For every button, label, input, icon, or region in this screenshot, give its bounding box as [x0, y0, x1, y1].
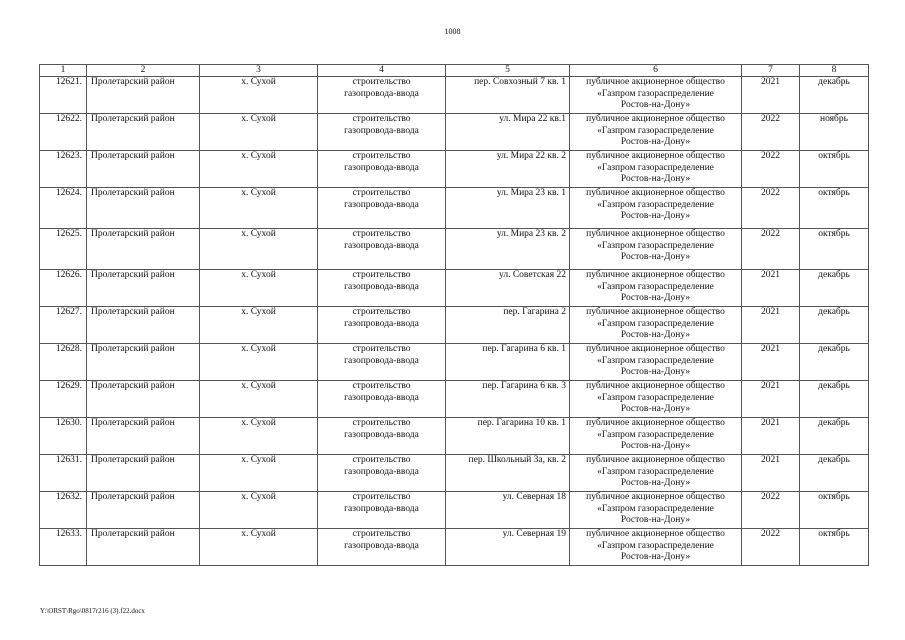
column-number-header: 3: [200, 65, 318, 77]
district-cell: Пролетарский район: [87, 418, 200, 455]
column-number-header: 2: [87, 65, 200, 77]
column-number-header: 8: [800, 65, 869, 77]
column-number-header: 4: [318, 65, 446, 77]
row-number-cell: 12633.: [40, 529, 87, 566]
organization-cell-line: Ростов-на-Дону»: [620, 552, 691, 562]
work-type-cell-line: строительство: [352, 188, 411, 198]
organization-cell: [570, 418, 742, 455]
address-cell: пер. Совхозный 7 кв. 1: [446, 77, 570, 114]
district-cell: Пролетарский район: [87, 114, 200, 151]
organization-cell-line: «Газпром газораспределение: [597, 429, 714, 440]
work-type-cell-line: газопровода-ввода: [344, 355, 419, 366]
organization-cell-line: Ростов-на-Дону»: [620, 293, 691, 303]
organization-cell: [570, 344, 742, 381]
work-type-cell-line: строительство: [352, 418, 411, 428]
organization-cell-line: публичное акционерное общество: [586, 229, 725, 239]
work-type-cell-line: газопровода-ввода: [344, 281, 419, 292]
organization-cell: [570, 229, 742, 270]
year-cell: 2022: [742, 492, 800, 529]
organization-cell-line: публичное акционерное общество: [586, 270, 725, 280]
address-cell: пер. Гагарина 10 кв. 1: [446, 418, 570, 455]
work-type-cell-line: строительство: [352, 114, 411, 124]
year-cell: 2021: [742, 270, 800, 307]
month-cell: декабрь: [800, 344, 869, 381]
address-cell: пер. Гагарина 2: [446, 307, 570, 344]
work-type-cell: [318, 114, 446, 151]
address-cell: пер. Гагарина 6 кв. 1: [446, 344, 570, 381]
work-type-cell-line: газопровода-ввода: [344, 162, 419, 173]
month-cell: декабрь: [800, 270, 869, 307]
organization-cell-line: «Газпром газораспределение: [597, 162, 714, 173]
organization-cell-line: Ростов-на-Дону»: [620, 367, 691, 377]
column-number-header: 5: [446, 65, 570, 77]
organization-cell-line: «Газпром газораспределение: [597, 88, 714, 99]
address-cell: ул. Мира 22 кв.1: [446, 114, 570, 151]
locality-cell: х. Сухой: [200, 270, 318, 307]
work-type-cell: [318, 270, 446, 307]
locality-cell: х. Сухой: [200, 188, 318, 229]
table-row: [40, 455, 869, 492]
address-cell: пер. Гагарина 6 кв. 3: [446, 381, 570, 418]
locality-cell: х. Сухой: [200, 529, 318, 566]
work-type-cell: [318, 344, 446, 381]
work-type-cell: [318, 381, 446, 418]
district-cell: Пролетарский район: [87, 270, 200, 307]
locality-cell: х. Сухой: [200, 307, 318, 344]
work-type-cell-line: строительство: [352, 307, 411, 317]
work-type-cell-line: строительство: [352, 529, 411, 539]
column-number-header: 7: [742, 65, 800, 77]
row-number-cell: 12625.: [40, 229, 87, 270]
month-cell: ноябрь: [800, 114, 869, 151]
row-number-cell: 12632.: [40, 492, 87, 529]
table-row: [40, 188, 869, 229]
year-cell: 2022: [742, 151, 800, 188]
column-number-header: 6: [570, 65, 742, 77]
organization-cell: [570, 114, 742, 151]
organization-cell-line: «Газпром газораспределение: [597, 355, 714, 366]
organization-cell-line: «Газпром газораспределение: [597, 392, 714, 403]
organization-cell-line: «Газпром газораспределение: [597, 199, 714, 210]
gas-pipeline-registry-table: [39, 64, 869, 566]
organization-cell-line: Ростов-на-Дону»: [620, 174, 691, 184]
district-cell: Пролетарский район: [87, 151, 200, 188]
organization-cell-line: публичное акционерное общество: [586, 381, 725, 391]
locality-cell: х. Сухой: [200, 455, 318, 492]
locality-cell: х. Сухой: [200, 492, 318, 529]
work-type-cell-line: газопровода-ввода: [344, 466, 419, 477]
work-type-cell: [318, 77, 446, 114]
row-number-cell: 12623.: [40, 151, 87, 188]
month-cell: декабрь: [800, 455, 869, 492]
organization-cell-line: «Газпром газораспределение: [597, 466, 714, 477]
row-number-cell: 12630.: [40, 418, 87, 455]
table-row: [40, 418, 869, 455]
address-cell: ул. Мира 23 кв. 1: [446, 188, 570, 229]
work-type-cell: [318, 529, 446, 566]
work-type-cell-line: строительство: [352, 229, 411, 239]
month-cell: декабрь: [800, 381, 869, 418]
work-type-cell-line: газопровода-ввода: [344, 88, 419, 99]
month-cell: декабрь: [800, 307, 869, 344]
month-cell: декабрь: [800, 77, 869, 114]
organization-cell-line: Ростов-на-Дону»: [620, 441, 691, 451]
address-cell: ул. Мира 22 кв. 2: [446, 151, 570, 188]
row-number-cell: 12628.: [40, 344, 87, 381]
organization-cell-line: «Газпром газораспределение: [597, 540, 714, 551]
district-cell: Пролетарский район: [87, 381, 200, 418]
district-cell: Пролетарский район: [87, 455, 200, 492]
organization-cell: [570, 270, 742, 307]
organization-cell-line: публичное акционерное общество: [586, 188, 725, 198]
year-cell: 2021: [742, 455, 800, 492]
page-number: 1008: [444, 27, 461, 36]
year-cell: 2021: [742, 307, 800, 344]
table-row: [40, 114, 869, 151]
organization-cell-line: Ростов-на-Дону»: [620, 100, 691, 110]
file-path-footer: Y:\ORST\Rgo\0817r216 (3).f22.docx: [40, 607, 145, 615]
work-type-cell-line: газопровода-ввода: [344, 540, 419, 551]
row-number-cell: 12624.: [40, 188, 87, 229]
year-cell: 2021: [742, 344, 800, 381]
year-cell: 2022: [742, 114, 800, 151]
organization-cell-line: Ростов-на-Дону»: [620, 404, 691, 414]
organization-cell-line: «Газпром газораспределение: [597, 125, 714, 136]
organization-cell-line: публичное акционерное общество: [586, 114, 725, 124]
row-number-cell: 12626.: [40, 270, 87, 307]
work-type-cell-line: строительство: [352, 151, 411, 161]
work-type-cell-line: газопровода-ввода: [344, 392, 419, 403]
organization-cell: [570, 307, 742, 344]
column-number-row: [40, 65, 869, 77]
work-type-cell-line: строительство: [352, 344, 411, 354]
table-row: [40, 492, 869, 529]
organization-cell-line: Ростов-на-Дону»: [620, 478, 691, 488]
row-number-cell: 12629.: [40, 381, 87, 418]
work-type-cell: [318, 455, 446, 492]
district-cell: Пролетарский район: [87, 188, 200, 229]
table-row: [40, 381, 869, 418]
month-cell: октябрь: [800, 151, 869, 188]
address-cell: пер. Школьный 3а, кв. 2: [446, 455, 570, 492]
work-type-cell-line: газопровода-ввода: [344, 199, 419, 210]
organization-cell-line: публичное акционерное общество: [586, 151, 725, 161]
organization-cell-line: «Газпром газораспределение: [597, 240, 714, 251]
organization-cell: [570, 151, 742, 188]
district-cell: Пролетарский район: [87, 492, 200, 529]
month-cell: декабрь: [800, 418, 869, 455]
month-cell: октябрь: [800, 229, 869, 270]
year-cell: 2021: [742, 77, 800, 114]
work-type-cell: [318, 188, 446, 229]
organization-cell-line: Ростов-на-Дону»: [620, 211, 691, 221]
year-cell: 2021: [742, 381, 800, 418]
organization-cell: [570, 529, 742, 566]
organization-cell-line: публичное акционерное общество: [586, 529, 725, 539]
month-cell: октябрь: [800, 529, 869, 566]
address-cell: ул. Северная 18: [446, 492, 570, 529]
locality-cell: х. Сухой: [200, 381, 318, 418]
work-type-cell-line: газопровода-ввода: [344, 125, 419, 136]
work-type-cell-line: строительство: [352, 492, 411, 502]
locality-cell: х. Сухой: [200, 344, 318, 381]
month-cell: октябрь: [800, 188, 869, 229]
table-row: [40, 270, 869, 307]
locality-cell: х. Сухой: [200, 229, 318, 270]
organization-cell-line: «Газпром газораспределение: [597, 281, 714, 292]
work-type-cell-line: газопровода-ввода: [344, 429, 419, 440]
address-cell: ул. Советская 22: [446, 270, 570, 307]
organization-cell: [570, 492, 742, 529]
work-type-cell-line: строительство: [352, 77, 411, 87]
address-cell: ул. Северная 19: [446, 529, 570, 566]
organization-cell-line: «Газпром газораспределение: [597, 318, 714, 329]
work-type-cell-line: строительство: [352, 455, 411, 465]
month-cell: октябрь: [800, 492, 869, 529]
organization-cell-line: Ростов-на-Дону»: [620, 252, 691, 262]
work-type-cell: [318, 307, 446, 344]
locality-cell: х. Сухой: [200, 151, 318, 188]
work-type-cell-line: газопровода-ввода: [344, 318, 419, 329]
organization-cell: [570, 77, 742, 114]
organization-cell-line: публичное акционерное общество: [586, 344, 725, 354]
address-cell: ул. Мира 23 кв. 2: [446, 229, 570, 270]
year-cell: 2022: [742, 529, 800, 566]
district-cell: Пролетарский район: [87, 344, 200, 381]
organization-cell-line: Ростов-на-Дону»: [620, 330, 691, 340]
locality-cell: х. Сухой: [200, 77, 318, 114]
row-number-cell: 12627.: [40, 307, 87, 344]
organization-cell-line: публичное акционерное общество: [586, 77, 725, 87]
work-type-cell: [318, 492, 446, 529]
organization-cell: [570, 381, 742, 418]
district-cell: Пролетарский район: [87, 77, 200, 114]
locality-cell: х. Сухой: [200, 418, 318, 455]
table-row: [40, 151, 869, 188]
column-number-header: 1: [40, 65, 87, 77]
organization-cell-line: Ростов-на-Дону»: [620, 137, 691, 147]
work-type-cell-line: строительство: [352, 270, 411, 280]
organization-cell: [570, 188, 742, 229]
table-row: [40, 529, 869, 566]
work-type-cell: [318, 229, 446, 270]
work-type-cell-line: строительство: [352, 381, 411, 391]
organization-cell-line: публичное акционерное общество: [586, 455, 725, 465]
district-cell: Пролетарский район: [87, 229, 200, 270]
work-type-cell-line: газопровода-ввода: [344, 240, 419, 251]
organization-cell-line: публичное акционерное общество: [586, 418, 725, 428]
row-number-cell: 12631.: [40, 455, 87, 492]
locality-cell: х. Сухой: [200, 114, 318, 151]
district-cell: Пролетарский район: [87, 529, 200, 566]
work-type-cell: [318, 151, 446, 188]
year-cell: 2021: [742, 418, 800, 455]
district-cell: Пролетарский район: [87, 307, 200, 344]
organization-cell: [570, 455, 742, 492]
organization-cell-line: Ростов-на-Дону»: [620, 515, 691, 525]
table-row: [40, 229, 869, 270]
row-number-cell: 12621.: [40, 77, 87, 114]
year-cell: 2022: [742, 229, 800, 270]
organization-cell-line: публичное акционерное общество: [586, 492, 725, 502]
row-number-cell: 12622.: [40, 114, 87, 151]
work-type-cell: [318, 418, 446, 455]
table-row: [40, 344, 869, 381]
organization-cell-line: публичное акционерное общество: [586, 307, 725, 317]
year-cell: 2022: [742, 188, 800, 229]
table-row: [40, 77, 869, 114]
organization-cell-line: «Газпром газораспределение: [597, 503, 714, 514]
work-type-cell-line: газопровода-ввода: [344, 503, 419, 514]
table-row: [40, 307, 869, 344]
